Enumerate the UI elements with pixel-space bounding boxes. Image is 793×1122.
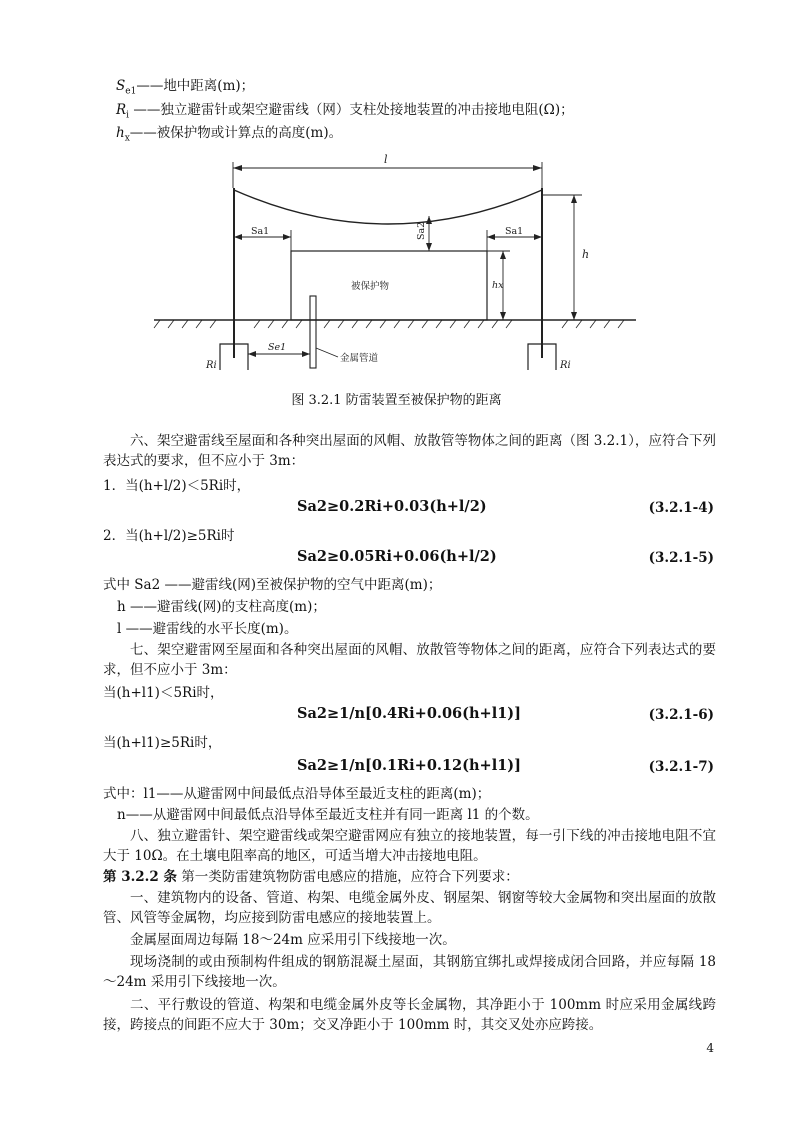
label-hx: hx <box>492 280 504 291</box>
label-ri-left: Ri <box>206 360 217 371</box>
label-sa1-left: Sa1 <box>251 226 270 237</box>
article-3-2-2-item1c: 现场浇制的或由预制构件组成的钢筋混凝土屋面，其钢筋宜绑扎或焊接成闭合回路，并应每隔 18～24m 采用引下线接地一次。 <box>103 954 716 990</box>
page-number: 4 <box>706 1041 714 1055</box>
equation-3-2-1-7: Sa2≥1/n[0.1Ri+0.12(h+l1)] <box>297 757 522 774</box>
article-3-2-2-item1: 一、建筑物内的设备、管道、构架、电缆金属外皮、钢屋架、钢窗等较大金属物和突出屋面的放散管、风管等金属物，均应接到防雷电感应的接地装置上。 <box>103 890 716 926</box>
section6-where-sa2: 式中 Sa2 ——避雷线(网)至被保护物的空气中距离(m)； <box>103 577 442 593</box>
figure-3-2-1 <box>150 148 640 384</box>
label-ri-right: Ri <box>560 360 571 371</box>
section6-condition2: 2．当(h+l/2)≥5Ri时 <box>103 528 235 544</box>
article-3-2-2-heading <box>103 868 519 886</box>
equation-number-3-2-1-6: (3.2.1-6) <box>648 707 714 723</box>
figure-caption: 图 3.2.1 防雷装置至被保护物的距离 <box>291 393 502 408</box>
article-3-2-2-item2: 二、平行敷设的管道、构架和电缆金属外皮等长金属物，其净距小于 100mm 时应采用金属线跨接，跨接点的间距不应大于 30m；交叉净距小于 100mm 时，其交叉处亦应跨接。 <box>103 997 716 1033</box>
equation-3-2-1-5: Sa2≥0.05Ri+0.06(h+l/2) <box>297 548 497 565</box>
section6-where-l: l ——避雷线的水平长度(m)。 <box>117 621 298 637</box>
section7-condition2: 当(h+l1)≥5Ri时， <box>103 735 222 751</box>
section7-where-l1: 式中：l1——从避雷网中间最低点沿导体至最近支柱的距离(m)； <box>103 786 491 802</box>
equation-number-3-2-1-5: (3.2.1-5) <box>648 550 714 566</box>
article-3-2-2-item1b: 金属屋面周边每隔 18～24m 应采用引下线接地一次。 <box>130 932 456 948</box>
section6-where-h: h ——避雷线(网)的支柱高度(m)； <box>117 599 326 615</box>
equation-number-3-2-1-4: (3.2.1-4) <box>648 500 714 516</box>
definition-se1: $S_{e1}——$地中距离(m)； <box>116 78 255 97</box>
section6-condition1: 1．当(h+l/2)＜5Ri时， <box>103 478 251 494</box>
label-metal-pipe: 金属管道 <box>340 353 379 364</box>
label-protected-object: 被保护物 <box>351 281 390 292</box>
section6-paragraph: 六、架空避雷线至屋面和各种突出屋面的风帽、放散管等物体之间的距离（图 3.2.1），应符合下列表达式的要求，但不应小于 3m： <box>103 433 716 469</box>
article-3-2-2-number: 第 3.2.2 条 <box>103 869 177 885</box>
definition-hx: $h_x——$被保护物或计算点的高度(m)。 <box>116 125 343 144</box>
equation-3-2-1-6: Sa2≥1/n[0.4Ri+0.06(h+l1)] <box>297 705 522 722</box>
equation-3-2-1-4: Sa2≥0.2Ri+0.03(h+l/2) <box>297 498 487 515</box>
label-sa2: Sa2 <box>416 221 427 240</box>
section7-condition1: 当(h+l1)＜5Ri时， <box>103 685 224 701</box>
label-h: h <box>582 248 590 261</box>
label-se1: Se1 <box>268 342 287 353</box>
definition-ri: $R_i$ ——独立避雷针或架空避雷线（网）支柱处接地装置的冲击接地电阻(Ω)； <box>116 102 574 121</box>
equation-number-3-2-1-7: (3.2.1-7) <box>648 759 714 775</box>
label-l: l <box>384 153 388 166</box>
section7-paragraph: 七、架空避雷网至屋面和各种突出屋面的风帽、放散管等物体之间的距离，应符合下列表达式的要求，但不应小于 3m： <box>103 642 716 678</box>
article-3-2-2-intro: 第一类防雷建筑物防雷电感应的措施，应符合下列要求： <box>176 869 519 885</box>
label-sa1-right: Sa1 <box>505 226 524 237</box>
section7-where-n: n——从避雷网中间最低点沿导体至最近支柱并有同一距离 l1 的个数。 <box>117 807 539 823</box>
section8-paragraph: 八、独立避雷针、架空避雷线或架空避雷网应有独立的接地装置，每一引下线的冲击接地电阻不宜大于 10Ω。在土壤电阻率高的地区，可适当增大冲击接地电阻。 <box>103 828 716 864</box>
